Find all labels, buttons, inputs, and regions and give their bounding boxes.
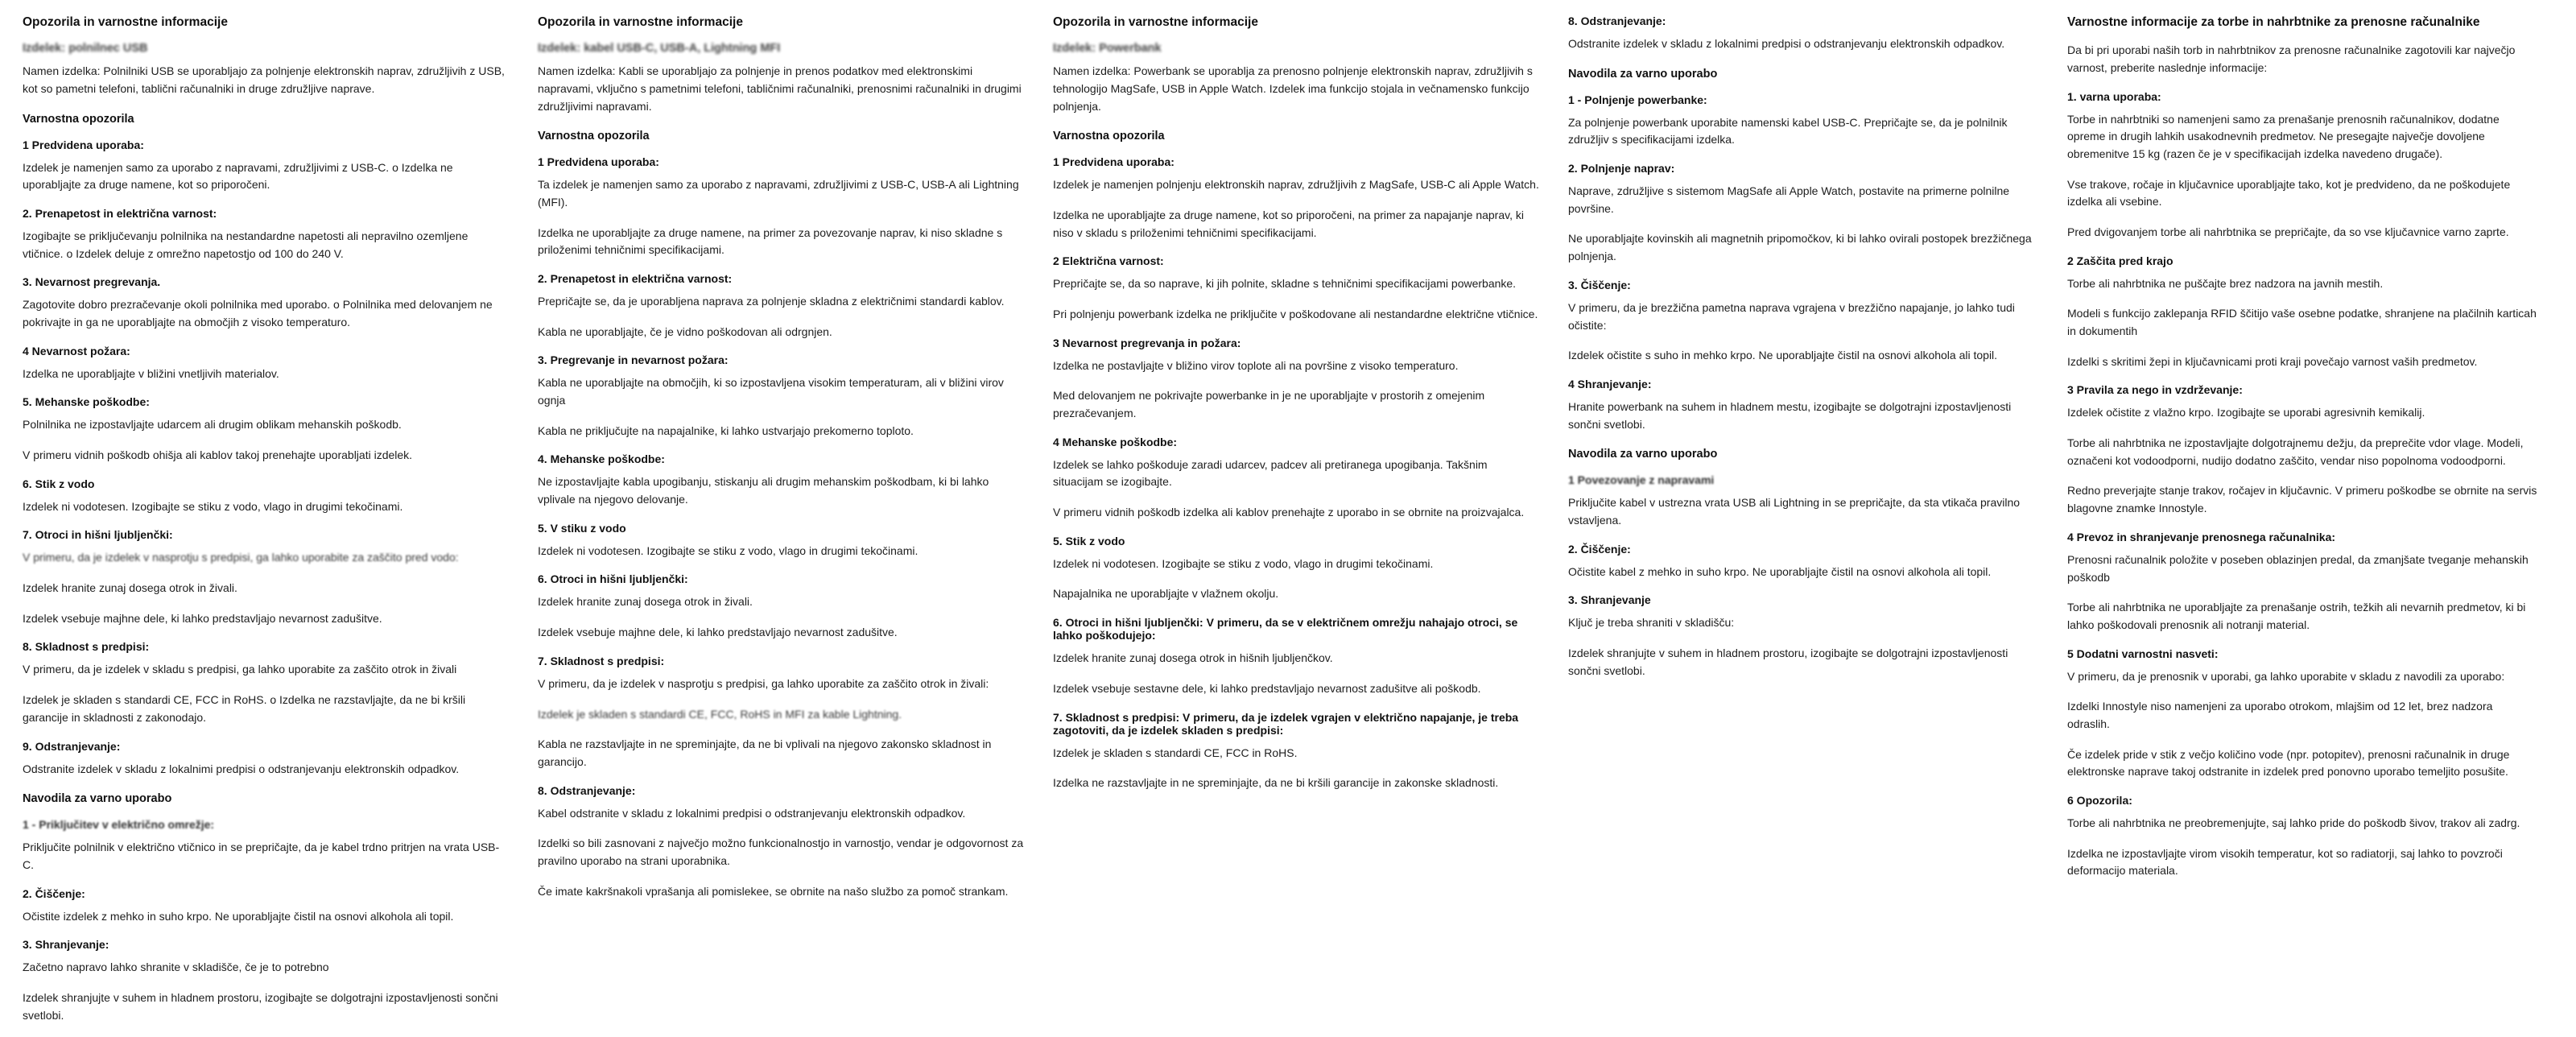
section-text: Vse trakove, ročaje in ključavnice uporabljajte tako, kot je predvideno, da ne poškodujete izdelka ali vsebine. — [2067, 177, 2511, 209]
section-text: Prepričajte se, da so naprave, ki jih polnite, skladne s tehničnimi specifikacijami powerbanke. — [1053, 277, 1517, 291]
section-text: Izdelek hranite zunaj dosega otrok in živali. — [538, 595, 753, 609]
section-text: Polnilnika ne izpostavljajte udarcem ali drugim oblikam mehanskih poškodb. — [23, 418, 402, 432]
section-text: Izdelka ne razstavljajte in ne spreminjajte, da ne bi kršili garancije in zakonske skladnosti. — [1053, 776, 1499, 790]
section-head: 2 Električna varnost: — [1053, 254, 1164, 268]
section-text: Izdelek vsebuje sestavne dele, ki lahko predstavljajo nevarnost zadušitve ali poškodb. — [1053, 681, 1481, 695]
section-text: Izdelki s skritimi žepi in ključavnicami proti kraji povečajo varnost vaših predmetov. — [2067, 354, 2478, 368]
section-text: Izdelek vsebuje majhne dele, ki lahko predstavljajo nevarnost zadušitve. — [23, 611, 382, 625]
warnings-heading: Varnostna opozorila — [538, 130, 650, 143]
section-text: Pred dvigovanjem torbe ali nahrbtnika se prepričajte, da so vse ključavnice varno zaprte. — [2067, 225, 2509, 238]
column-usb-charger — [11, 14, 526, 1037]
section-head: 5. Stik z vodo — [1053, 534, 1125, 547]
care-section-head: 2. Čiščenje: — [23, 886, 85, 900]
care-heading: Navodila za varno uporabo — [23, 792, 172, 806]
column-title: Opozorila in varnostne informacije — [538, 15, 743, 29]
section-text: V primeru vidnih poškodb ohišja ali kablov takoj prenehajte uporabljati izdelek. — [23, 448, 413, 462]
section-head: 7. Skladnost s predpisi: V primeru, da je izdelek vgrajen v električno napajanje, je treba zagotoviti, da je izdelek skladen s predpisi: — [1053, 710, 1519, 737]
column-bags-backpacks — [2056, 14, 2555, 893]
section-text: Modeli s funkcijo zaklepanja RFID ščitijo vaše osebne podatke, shranjene na plačilnih karticah in dokumentih — [2067, 307, 2537, 338]
product-purpose: Namen izdelka: Polnilniki USB se uporabljajo za polnjenje elektronskih naprav, združljivih z USB, kot so pametni telefoni, tablični računalniki in druge združljive naprave. — [23, 64, 505, 95]
section-text: Izdelek ni vodotesen. Izogibajte se stiku z vodo, vlago in drugimi tekočinami. — [1053, 556, 1434, 570]
section-text: Kabla ne razstavljajte in ne spreminjajte, da ne bi vplivali na njegovo zakonsko skladnost in garancijo. — [538, 737, 992, 768]
care-section-head: 2. Čiščenje: — [1568, 542, 1631, 556]
care-section-head: 1 Povezovanje z napravami — [1568, 473, 1715, 487]
care-section-text: Izdelek shranjujte v suhem in hladnem prostoru, izogibajte se dolgotrajni izpostavljenosti sončni svetlobi. — [23, 990, 498, 1022]
section-head: 9. Odstranjevanje: — [23, 739, 121, 753]
section-text: V primeru, da je izdelek v nasprotju s predpisi, ga lahko uporabite za zaščito pred vodo: — [23, 551, 459, 564]
care-section-head: 3. Čiščenje: — [1568, 278, 1631, 291]
section-text: Kabla ne uporabljajte na območjih, ki so izpostavljena visokim temperaturam, ali v bližini virov ognja — [538, 376, 1004, 407]
section-text: Torbe ali nahrbtnika ne puščajte brez nadzora na javnih mestih. — [2067, 276, 2384, 290]
section-text: Izdelek hranite zunaj dosega otrok in hišnih ljubljenčkov. — [1053, 651, 1333, 665]
care-section-text: Izdelek očistite s suho in mehko krpo. Ne uporabljajte čistil na osnovi alkohola ali topil. — [1568, 349, 1998, 362]
care-section-text: Hranite powerbank na suhem in hladnem mestu, izogibajte se dolgotrajni izpostavljenosti sončni svetlobi. — [1568, 399, 2012, 431]
section-text: Torbe ali nahrbtnika ne preobremenjujte, saj lahko pride do poškodb šivov, trakov ali zadrg. — [2067, 816, 2520, 830]
section-head: 3. Pregrevanje in nevarnost požara: — [538, 353, 729, 367]
section-head: 7. Skladnost s predpisi: — [538, 654, 665, 667]
care-section-text: Naprave, združljive s sistemom MagSafe ali Apple Watch, postavite na primerne polnilne površine. — [1568, 184, 2010, 215]
column-powerbank-continued — [1557, 14, 2056, 692]
closing-text: Izdelki so bili zasnovani z največjo možno funkcionalnostjo in varnostjo, vendar je odgovornost za pravilno uporabo na strani uporabnika. — [538, 837, 1024, 867]
care-section-text: Za polnjenje powerbank uporabite namenski kabel USB-C. Prepričajte se, da je polnilnik združljiv s specifikacijami izdelka. — [1568, 115, 2008, 147]
section-text: Izdelek je skladen s standardi CE, FCC in RoHS. — [1053, 746, 1298, 759]
section-text: Ta izdelek je namenjen samo za uporabo z napravami, združljivimi z USB-C, USB-A ali Lightning (MFI). — [538, 178, 1019, 209]
product-subtitle: Izdelek: Powerbank — [1053, 42, 1162, 56]
section-text: Izdelek hranite zunaj dosega otrok in živali. — [23, 581, 237, 595]
section-text: Kabel odstranite v skladu z lokalnimi predpisi o odstranjevanju elektronskih odpadkov. — [538, 806, 966, 820]
section-text: Izdelka ne uporabljajte za druge namene, na primer za povezovanje naprav, ki niso skladne s priloženimi tehničnimi specifikacijami. — [538, 225, 1003, 257]
section-head: 5. V stiku z vodo — [538, 521, 626, 535]
section-head: 6 Opozorila: — [2067, 794, 2132, 808]
section-head: 2. Prenapetost in električna varnost: — [538, 271, 733, 285]
section-head: 6. Stik z vodo — [23, 477, 95, 490]
section-head: 1 Predvidena uporaba: — [23, 138, 144, 151]
column-powerbank — [1042, 14, 1557, 805]
care-section-text: Očistite izdelek z mehko in suho krpo. Ne uporabljajte čistil na osnovi alkohola ali topil. — [23, 909, 454, 923]
section-text: Izdelek je namenjen samo za uporabo z napravami, združljivimi z USB-C. o Izdelka ne uporabljajte za druge namene, kot so priporočeni. — [23, 160, 453, 192]
section-text: Odstranite izdelek v skladu z lokalnimi predpisi o odstranjevanju elektronskih odpadkov. — [1568, 37, 2005, 50]
care-section-text: Izdelek shranjujte v suhem in hladnem prostoru, izogibajte se dolgotrajni izpostavljenosti sončni svetlobi. — [1568, 647, 2008, 677]
section-text: Kabla ne priključujte na napajalnike, ki lahko ustvarjajo prekomerno toploto. — [538, 423, 914, 437]
section-text: Prepričajte se, da je uporabljena naprava za polnjenje skladna z električnimi standardi kablov. — [538, 294, 1005, 308]
section-text: Odstranite izdelek v skladu z lokalnimi predpisi o odstranjevanju elektronskih odpadkov. — [23, 762, 460, 775]
warnings-heading: Varnostna opozorila — [23, 112, 134, 126]
section-head: 3 Pravila za nego in vzdrževanje: — [2067, 383, 2243, 397]
care-heading: Navodila za varno uporabo — [1568, 67, 1718, 81]
section-head: 1 Predvidena uporaba: — [538, 155, 659, 169]
section-text: V primeru, da je izdelek v nasprotju s predpisi, ga lahko uporabite za zaščito otrok in živali: — [538, 676, 989, 690]
column-title: Opozorila in varnostne informacije — [23, 15, 228, 29]
care-section-head: 1 - Priključitev v električno omrežje: — [23, 818, 215, 832]
section-head: 6. Otroci in hišni ljubljenčki: — [538, 572, 688, 586]
section-head: 3 Nevarnost pregrevanja in požara: — [1053, 336, 1241, 349]
product-subtitle: Izdelek: polnilnec USB — [23, 42, 148, 56]
section-head: 2. Prenapetost in električna varnost: — [23, 206, 217, 220]
section-text: Izdelek se lahko poškoduje zaradi udarcev, padcev ali pretiranega upogibanja. Takšnim situacijam se izogibajte. — [1053, 457, 1488, 489]
section-head: 6. Otroci in hišni ljubljenčki: V primeru, da se v električnem omrežju nahajajo otroci, se lahko poškodujejo: — [1053, 616, 1518, 642]
care-section-head: 3. Shranjevanje — [1568, 593, 1651, 607]
section-text: Izdelek ni vodotesen. Izogibajte se stiku z vodo, vlago in drugimi tekočinami. — [23, 499, 403, 513]
care-section-head: 3. Shranjevanje: — [23, 938, 109, 952]
section-text: Izdelek je skladen s standardi CE, FCC, RoHS in MFI za kable Lightning. — [538, 707, 902, 721]
section-text: Izdelka ne uporabljajte za druge namene, kot so priporočeni, na primer za napajanje naprav, ki niso v skladu s priloženimi tehničnimi specifikacijami. — [1053, 208, 1524, 239]
section-text: Pri polnjenju powerbank izdelka ne priključite v poškodovane ali nestandardne električne vtičnice. — [1053, 307, 1538, 320]
section-text: Torbe in nahrbtniki so namenjeni samo za prenašanje prenosnih računalnikov, dodatne opreme in drugih lahkih usakodnevnih predmetov. Ne presegajte največje dovoljene obremenitve 15 kg (razen če je v specifikacijah izdelka navedeno drugače). — [2067, 112, 2500, 160]
warnings-heading: Varnostna opozorila — [1053, 130, 1165, 143]
section-head: 4 Prevoz in shranjevanje prenosnega računalnika: — [2067, 530, 2336, 543]
section-text: Prenosni računalnik položite v poseben oblazinjen predal, da zmanjšate tveganje mehanskih poškodb — [2067, 552, 2529, 584]
section-head: 8. Skladnost s predpisi: — [23, 640, 150, 654]
care-section-text: Začetno napravo lahko shranite v skladišče, če je to potrebno — [23, 961, 329, 974]
column-title: Opozorila in varnostne informacije — [1053, 15, 1258, 29]
care-heading-2: Navodila za varno uporabo — [1568, 448, 1718, 461]
section-text: Izdelek vsebuje majhne dele, ki lahko predstavljajo nevarnost zadušitve. — [538, 626, 898, 639]
section-head: 2 Zaščita pred krajo — [2067, 254, 2174, 267]
section-text: Torbe ali nahrbtnika ne izpostavljajte dolgotrajnemu dežju, da preprečite vdor vlage. Modeli, označeni kot vodoodporni, nudijo dodatno zaščito, vendar niso popolnoma vodoodporni. — [2067, 436, 2524, 467]
section-head: 8. Odstranjevanje: — [1568, 14, 1666, 27]
section-text: Kabla ne uporabljajte, če je vidno poškodovan ali odrgnjen. — [538, 324, 832, 338]
section-text: Torbe ali nahrbtnika ne uporabljajte za prenašanje ostrih, težkih ali nevarnih predmetov, ki bi lahko poškodovali prenosnik ali notranji material. — [2067, 601, 2526, 631]
section-head: 5. Mehanske poškodbe: — [23, 395, 150, 409]
section-text: Izdelka ne uporabljajte v bližini vnetljivih materialov. — [23, 366, 279, 380]
section-text: V primeru, da je prenosnik v uporabi, ga lahko uporabite v skladu z navodili za uporabo: — [2067, 669, 2505, 683]
section-text: V primeru vidnih poškodb izdelka ali kablov prenehajte z uporabo in se obrnite na proizvajalca. — [1053, 506, 1525, 519]
section-text: Če izdelek pride v stik z večjo količino vode (npr. potopitev), prenosni računalnik in druge elektronske naprave takoj odstranite in izdelek pred ponovno uporabo temeljito posušite. — [2067, 747, 2510, 779]
section-text: Izdelki Innostyle niso namenjeni za uporabo otrokom, mlajšim od 12 let, brez nadzora odraslih. — [2067, 700, 2493, 730]
care-section-text: Ne uporabljajte kovinskih ali magnetnih pripomočkov, ki bi lahko ovirali postopek brezžičnega polnjenja. — [1568, 232, 2032, 263]
section-text: Izdelek ni vodotesen. Izogibajte se stiku z vodo, vlago in drugimi tekočinami. — [538, 543, 919, 557]
section-head: 3. Nevarnost pregrevanja. — [23, 275, 161, 289]
section-text: Izdelka ne izpostavljajte virom visokih temperatur, kot so radiatorji, saj lahko to povzroči deformacijo materiala. — [2067, 846, 2503, 878]
care-section-head: 2. Polnjenje naprav: — [1568, 162, 1675, 176]
section-head: 4 Nevarnost požara: — [23, 344, 130, 357]
section-text: Izdelek je namenjen polnjenju elektronskih naprav, združljivih z MagSafe, USB-C ali Apple Watch. — [1053, 178, 1539, 192]
section-text: Ne izpostavljajte kabla upogibanju, stiskanju ali drugim mehanskim poškodbam, ki bi lahko vplivale na njegovo delovanje. — [538, 475, 989, 506]
product-purpose: Namen izdelka: Powerbank se uporablja za prenosno polnjenje elektronskih naprav, združljivih s tehnologijo MagSafe, USB in Apple Watch. Izdelek ima funkcijo stojala in večnamensko funkcijo polnjenja. — [1053, 64, 1533, 113]
section-head: 7. Otroci in hišni ljubljenčki: — [23, 528, 173, 542]
section-head: 5 Dodatni varnostni nasveti: — [2067, 647, 2219, 660]
section-head: 4. Mehanske poškodbe: — [538, 452, 665, 466]
section-text: V primeru, da je izdelek v skladu s predpisi, ga lahko uporabite za zaščito otrok in živali — [23, 663, 457, 676]
section-text: Izdelka ne postavljajte v bližino virov toplote ali na površine z visoko temperaturo. — [1053, 358, 1459, 372]
section-text: Redno preverjajte stanje trakov, ročajev in ključavnic. V primeru poškodbe se obrnite na servis blagovne znamke Innostyle. — [2067, 484, 2537, 515]
care-section-text: V primeru, da je brezžična pametna naprava vgrajena v brezžično napajanje, jo lahko tudi očistite: — [1568, 300, 2015, 332]
section-head: 4 Mehanske poškodbe: — [1053, 435, 1178, 448]
care-section-text: Očistite kabel z mehko in suho krpo. Ne uporabljajte čistil na osnovi alkohola ali topil. — [1568, 564, 1992, 578]
column-cable — [526, 14, 1042, 913]
section-text: Izogibajte se priključevanju polnilnika na nestandardne napetosti ali nepravilno ozemljene vtičnice. o Izdelek deluje z omrežno napetostjo od 100 do 240 V. — [23, 229, 469, 260]
care-section-text: Ključ je treba shraniti v skladišču: — [1568, 616, 1735, 630]
section-text: Izdelek očistite z vlažno krpo. Izogibajte se uporabi agresivnih kemikalij. — [2067, 406, 2425, 419]
section-text: Napajalnika ne uporabljajte v vlažnem okolju. — [1053, 587, 1279, 601]
column-title: Varnostne informacije za torbe in nahrbtnike za prenosne računalnike — [2067, 15, 2480, 29]
product-subtitle: Izdelek: kabel USB-C, USB-A, Lightning MFI — [538, 42, 781, 56]
section-text: Izdelek je skladen s standardi CE, FCC in RoHS. o Izdelka ne razstavljajte, da ne bi kršili garancije in skladnosti z zakonodajo. — [23, 693, 466, 724]
section-text: Med delovanjem ne pokrivajte powerbanke in je ne uporabljajte v prostorih z omejenim prezračevanjem. — [1053, 389, 1485, 420]
care-section-text: Priključite polnilnik v električno vtičnico in se prepričajte, da je kabel trdno pritrjen na vrata USB-C. — [23, 841, 500, 871]
care-section-head: 1 - Polnjenje powerbanke: — [1568, 93, 1707, 106]
section-head: 1. varna uporaba: — [2067, 89, 2161, 103]
care-section-text: Priključite kabel v ustrezna vrata USB ali Lightning in se prepričajte, da sta vtikača pravilno vstavljena. — [1568, 496, 2021, 527]
intro-text: Da bi pri uporabi naših torb in nahrbtnikov za prenosne računalnike zagotovili kar največjo varnost, preberite naslednje informacije: — [2067, 43, 2516, 74]
section-head: 8. Odstranjevanje: — [538, 783, 636, 797]
closing-text: Če imate kakršnakoli vprašanja ali pomislekee, se obrnite na našo službo za pomoč strankam. — [538, 884, 1009, 898]
section-text: Zagotovite dobro prezračevanje okoli polnilnika med uporabo. o Polnilnika med delovanjem ne pokrivajte in ga ne uporabljajte na območjih z visoko temperaturo. — [23, 298, 493, 328]
section-head: 1 Predvidena uporaba: — [1053, 155, 1174, 169]
product-purpose: Namen izdelka: Kabli se uporabljajo za polnjenje in prenos podatkov med elektronskimi napravami, vključno s pametnimi telefoni, tabličnimi računalniki, prenosnimi računalniki in drugimi združljivimi napravami. — [538, 64, 1022, 113]
care-section-head: 4 Shranjevanje: — [1568, 377, 1652, 390]
